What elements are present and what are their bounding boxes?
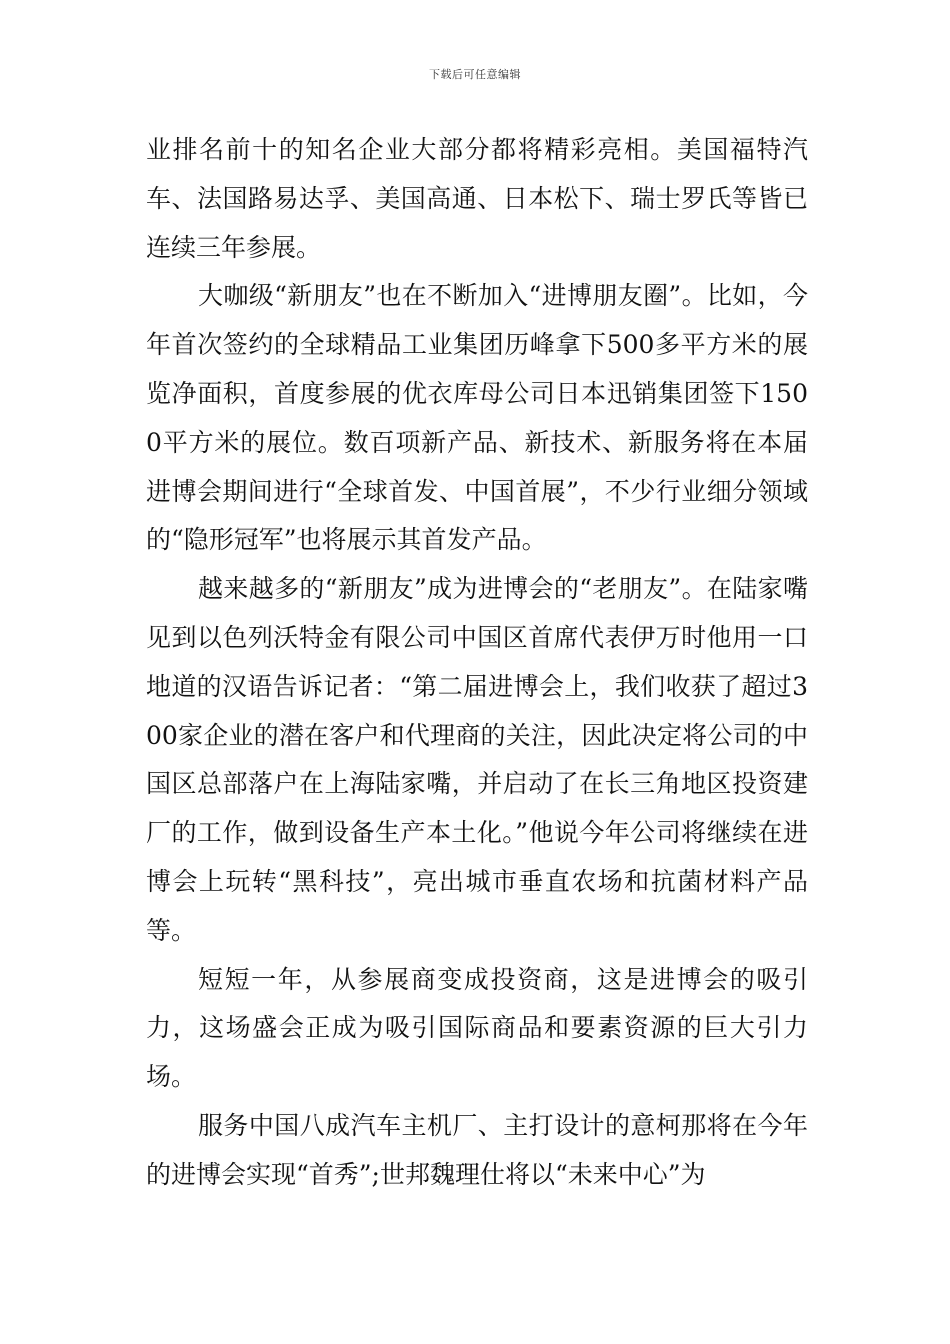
paragraph: 短短一年，从参展商变成投资商，这是进博会的吸引力，这场盛会正成为吸引国际商品和要素资源的巨大引力场。	[146, 964, 808, 1092]
paragraph: 服务中国八成汽车主机厂、主打设计的意柯那将在今年的进博会实现“首秀”;世邦魏理仕将以“未来中心”为	[146, 1110, 808, 1189]
page-header: 下载后可任意编辑	[429, 68, 521, 81]
document-body	[146, 126, 808, 1200]
paragraph: 大咖级“新朋友”也在不断加入“进博朋友圈”。比如，今年首次签约的全球精品工业集团历峰拿下500多平方米的展览净面积，首度参展的优衣库母公司日本迅销集团签下1500平方米的展位。数百项新产品、新技术、新服务将在本届进博会期间进行“全球首发、中国首展”，不少行业细分领域的“隐形冠军”也将展示其首发产品。	[146, 281, 808, 555]
paragraph: 越来越多的“新朋友”成为进博会的“老朋友”。在陆家嘴见到以色列沃特金有限公司中国区首席代表伊万时他用一口地道的汉语告诉记者：“第二届进博会上，我们收获了超过300家企业的潜在客户和代理商的关注，因此决定将公司的中国区总部落户在上海陆家嘴，并启动了在长三角地区投资建厂的工作，做到设备生产本土化。”他说今年公司将继续在进博会上玩转“黑科技”，亮出城市垂直农场和抗菌材料产品等。	[146, 574, 808, 945]
paragraph: 业排名前十的知名企业大部分都将精彩亮相。美国福特汽车、法国路易达孚、美国高通、日本松下、瑞士罗氏等皆已连续三年参展。	[146, 135, 808, 262]
